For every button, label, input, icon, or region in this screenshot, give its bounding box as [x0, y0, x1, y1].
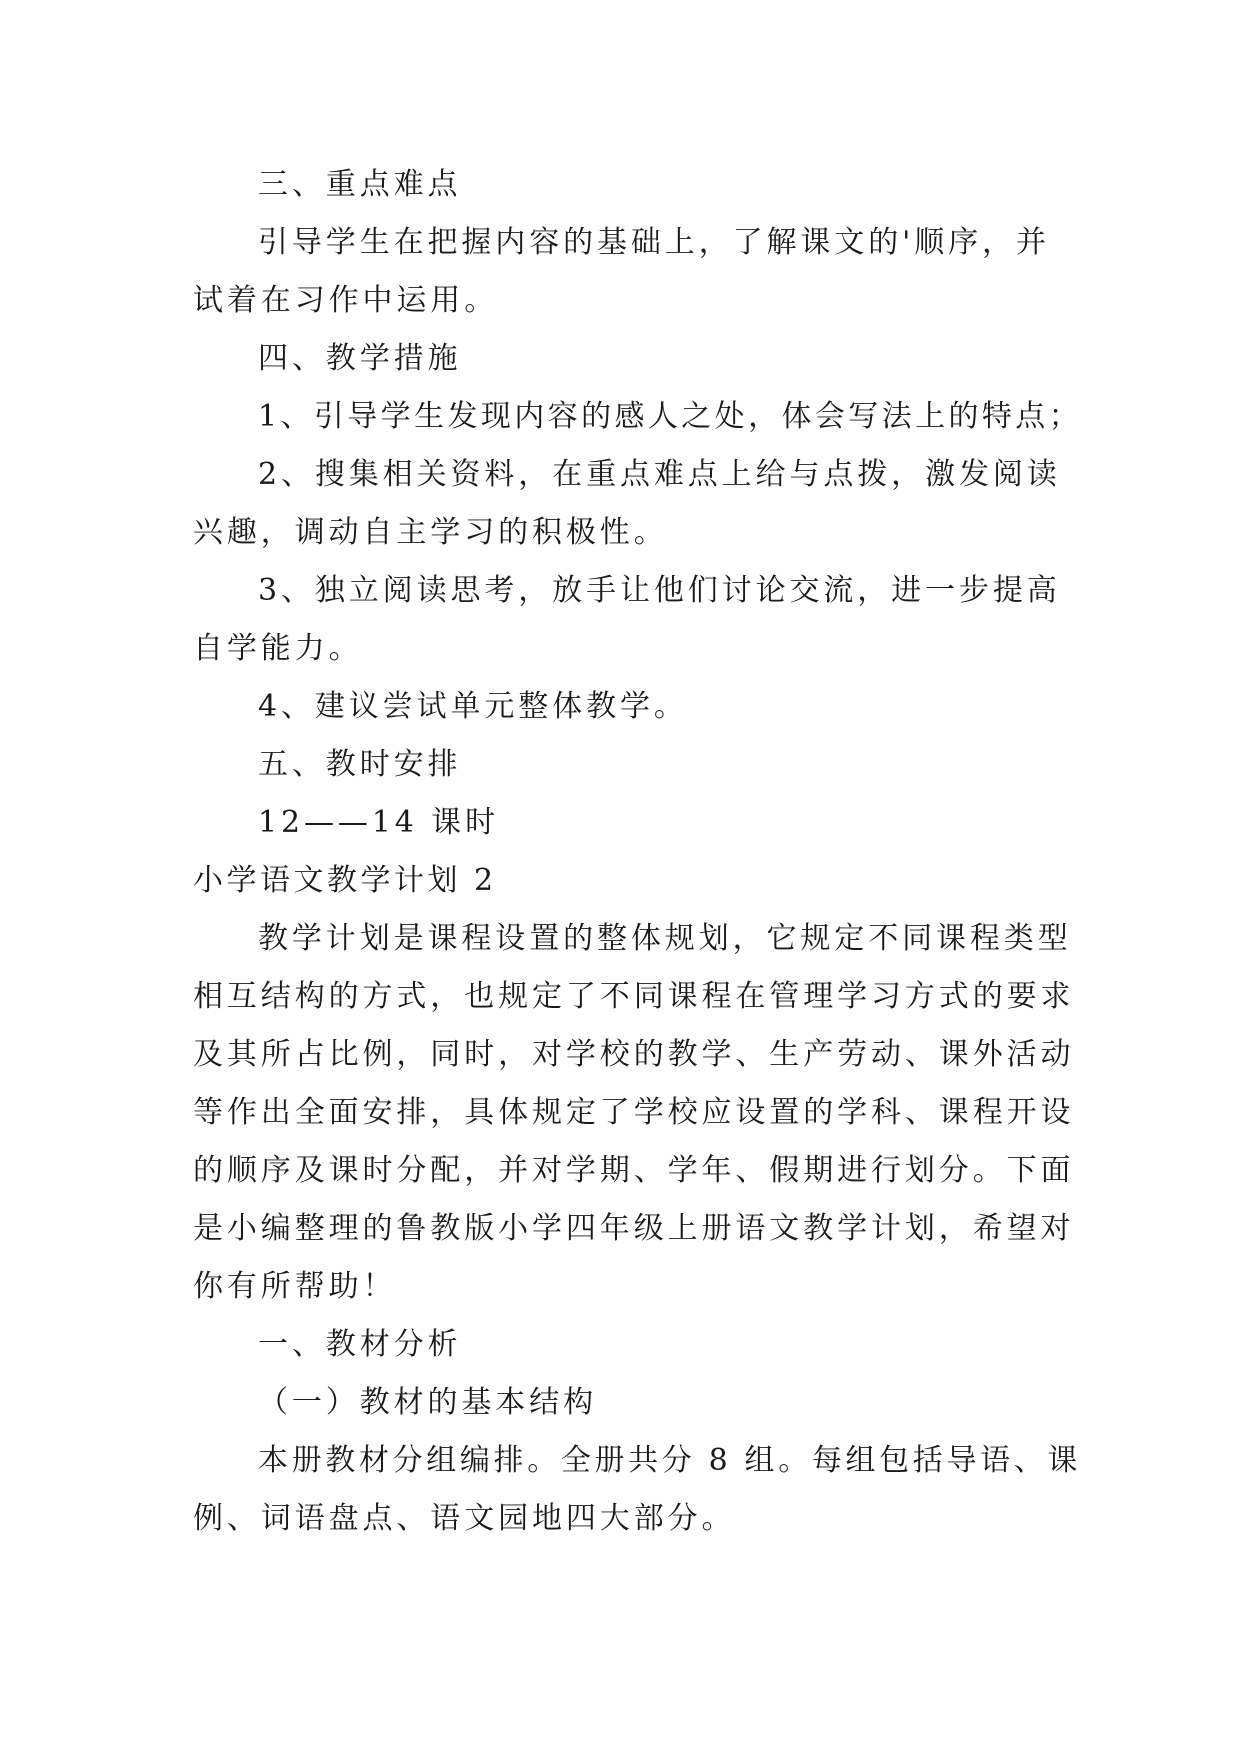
list-item-3: 3、独立阅读思考，放手让他们讨论交流，进一步提高: [258, 573, 1061, 608]
section-heading-key-points: 三、重点难点: [258, 167, 462, 202]
paragraph-line: 的顺序及课时分配，并对学期、学年、假期进行划分。下面: [193, 1153, 1075, 1188]
paragraph-line: 及其所占比例，同时，对学校的教学、生产劳动、课外活动: [193, 1037, 1075, 1072]
paragraph-line: 相互结构的方式，也规定了不同课程在管理学习方式的要求: [193, 979, 1075, 1014]
paragraph-line: 引导学生在把握内容的基础上，了解课文的'顺序，并: [258, 225, 1050, 260]
paragraph-line: 教学计划是课程设置的整体规划，它规定不同课程类型: [258, 921, 1072, 956]
list-item-2-continued: 兴趣，调动自主学习的积极性。: [193, 515, 668, 550]
paragraph-line: 本册教材分组编排。全册共分 8 组。每组包括导语、课: [258, 1443, 1082, 1478]
paragraph-line: 你有所帮助！: [193, 1269, 397, 1304]
paragraph-line: 试着在习作中运用。: [193, 283, 499, 318]
section-heading-schedule: 五、教时安排: [258, 747, 462, 782]
subsection-heading-basic-structure: （一）教材的基本结构: [258, 1385, 597, 1420]
section-heading-textbook-analysis: 一、教材分析: [258, 1327, 462, 1362]
list-item-1: 1、引导学生发现内容的感人之处，体会写法上的特点；: [258, 399, 1083, 434]
paragraph-line: 是小编整理的鲁教版小学四年级上册语文教学计划，希望对: [193, 1211, 1075, 1246]
list-item-2: 2、搜集相关资料，在重点难点上给与点拨，激发阅读: [258, 457, 1061, 492]
section-heading-teaching-measures: 四、教学措施: [258, 341, 462, 376]
paragraph-line: 例、词语盘点、语文园地四大部分。: [193, 1501, 736, 1536]
list-item-3-continued: 自学能力。: [193, 631, 363, 666]
schedule-hours: 12——14 课时: [258, 805, 499, 840]
document-title: 小学语文教学计划 2: [193, 863, 497, 898]
paragraph-line: 等作出全面安排，具体规定了学校应设置的学科、课程开设: [193, 1095, 1075, 1130]
list-item-4: 4、建议尝试单元整体教学。: [258, 689, 688, 724]
